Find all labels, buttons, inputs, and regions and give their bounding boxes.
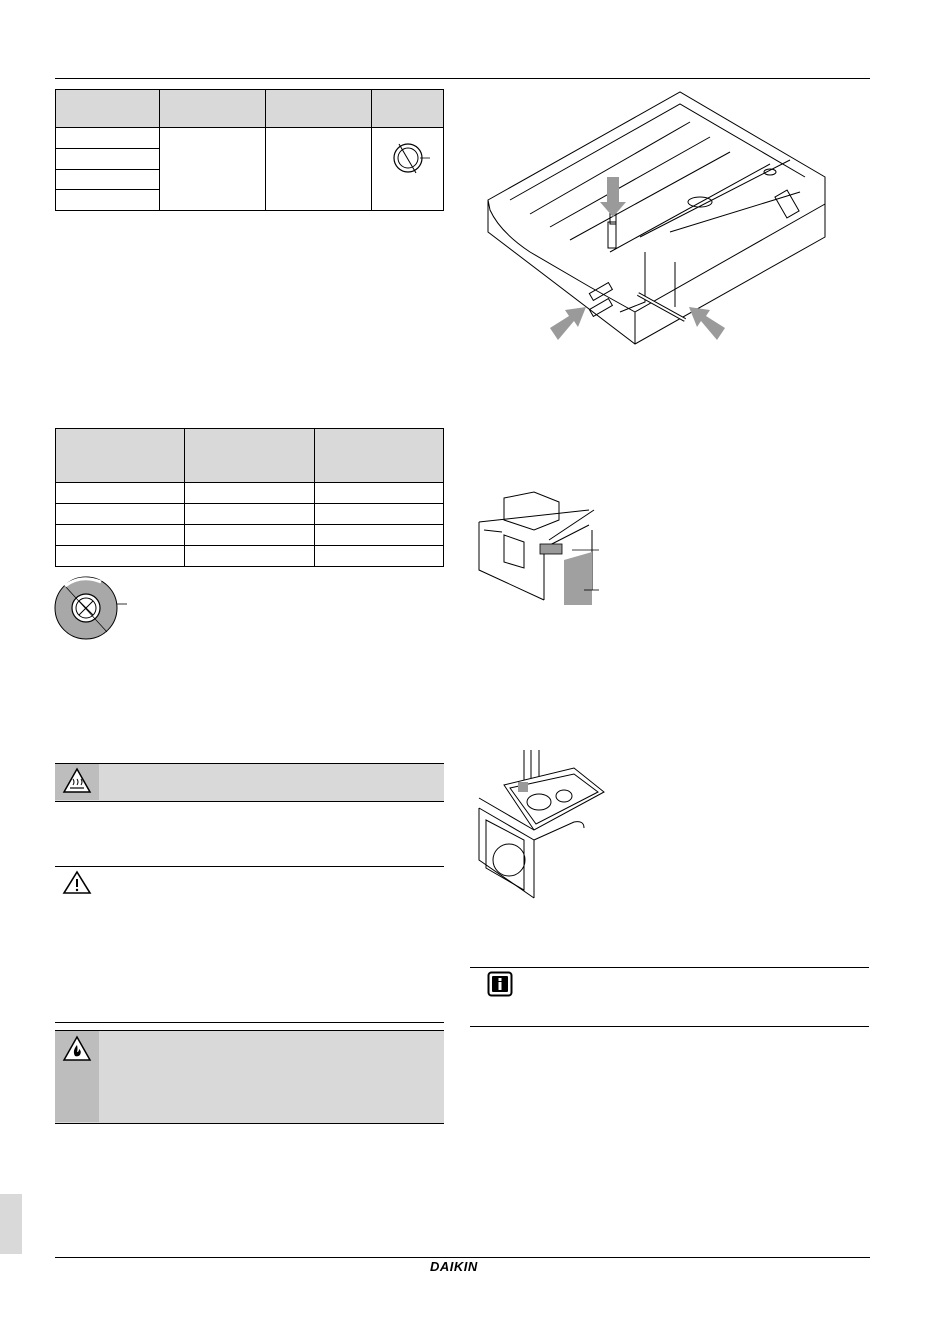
warning-icon-cell — [55, 868, 99, 898]
table2-cell — [56, 504, 185, 525]
table2-cell — [185, 546, 314, 567]
daikin-logo: DAIKIN — [430, 1259, 478, 1274]
table2-header-3 — [314, 429, 443, 483]
information-icon — [487, 971, 513, 997]
pipe-cross-section-cell — [371, 128, 443, 211]
insulated-pipe-figure — [45, 574, 140, 644]
table2-cell — [314, 546, 443, 567]
table2-cell — [314, 504, 443, 525]
table1-cell — [56, 128, 160, 149]
table1-merged-cell-2 — [160, 128, 266, 211]
table2-cell — [56, 525, 185, 546]
table1-cell — [56, 149, 160, 170]
flammable-icon — [62, 1035, 92, 1063]
drain-tape-detail-figure — [474, 490, 614, 610]
warning-top-rule — [55, 866, 444, 867]
table2-header-2 — [185, 429, 314, 483]
insulation-table-1 — [55, 89, 444, 211]
table2-cell — [56, 546, 185, 567]
hot-surface-icon-cell — [55, 764, 99, 800]
chapter-side-tab — [0, 1194, 22, 1254]
note-bottom-rule — [470, 1026, 869, 1027]
indoor-unit-bottom-view-figure — [470, 82, 840, 352]
header-rule — [55, 78, 870, 79]
table1-cell — [56, 170, 160, 190]
table2-cell — [185, 504, 314, 525]
table2-cell — [56, 483, 185, 504]
table1-merged-cell-3 — [266, 128, 371, 211]
information-icon-cell — [483, 970, 517, 1000]
footer-rule — [55, 1257, 870, 1258]
table1-header-2 — [160, 90, 266, 128]
table1-header-1 — [56, 90, 160, 128]
table2-header-1 — [56, 429, 185, 483]
hot-surface-icon — [62, 767, 92, 795]
warning-icon — [62, 870, 92, 896]
flammable-icon-cell — [55, 1031, 99, 1122]
table2-cell — [185, 525, 314, 546]
insulation-table-2 — [55, 428, 444, 567]
pipe-cross-section-icon — [372, 128, 444, 210]
table2-cell — [314, 525, 443, 546]
table2-cell — [185, 483, 314, 504]
note-top-rule — [470, 967, 869, 968]
flammable-top-rule — [55, 1022, 444, 1023]
flammable-warning-bar — [55, 1030, 444, 1124]
table1-header-4 — [371, 90, 443, 128]
table1-cell — [56, 190, 160, 211]
drain-pan-detail-figure — [474, 750, 614, 902]
table2-cell — [314, 483, 443, 504]
hot-surface-caution-bar — [55, 763, 444, 802]
table1-header-3 — [266, 90, 371, 128]
